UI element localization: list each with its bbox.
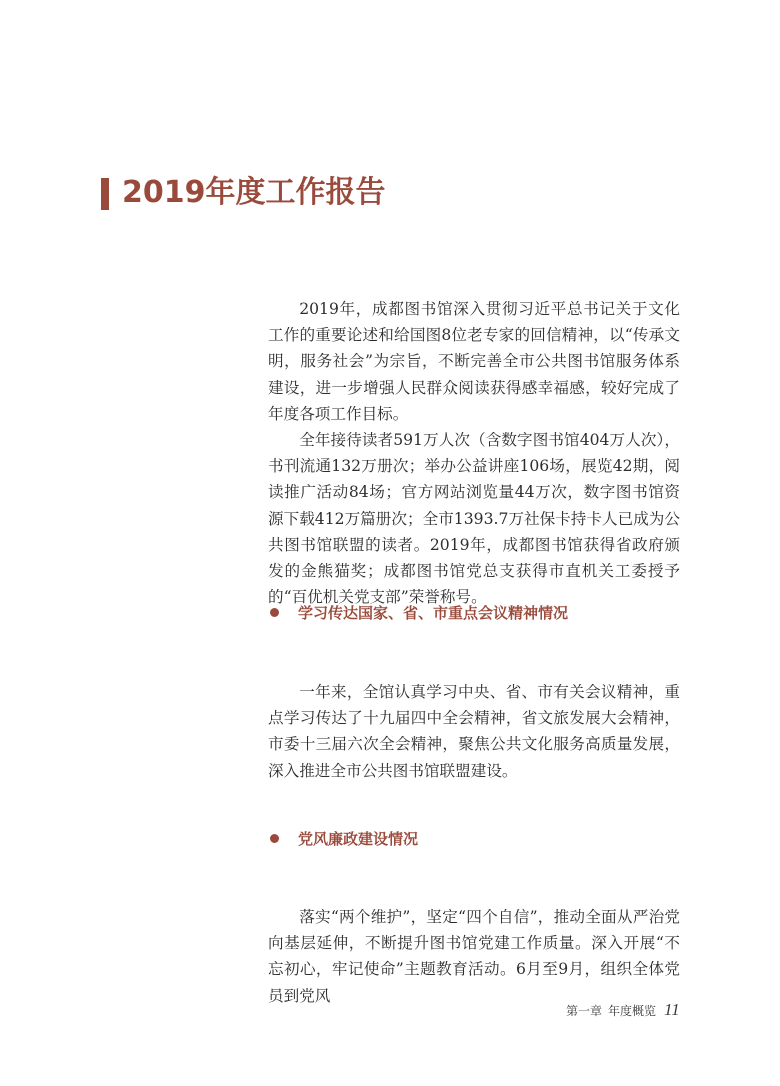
stats-paragraph: 全年接待读者591万人次（含数字图书馆404万人次），书刊流通132万册次；举办公益讲座106场，展览42期，阅读推广活动84场；官方网站浏览量44万次，数字图书馆资源下载412万篇册次；全市1393.7万社保卡持卡人已成为公共图书馆联盟的读者。2019年，成都图书馆获得省政府颁发的金熊猫奖；成都图书馆党总支获得市直机关工委授予的“百优机关党支部”荣誉称号。 [268,431,680,607]
section-heading-meetings [270,599,568,625]
bullet-icon [270,834,279,843]
page-number: 11 [664,1000,680,1019]
footer-section: 年度概览 [608,1004,657,1018]
section-paragraph: 一年来，全馆认真学习中央、省、市有关会议精神，重点学习传达了十九届四中全会精神，省文旅发展大会精神，市委十三届六次全会精神，聚焦公共文化服务高质量发展，深入推进全市公共图书馆联盟建设。 [268,683,680,780]
footer-chapter: 第一章 [566,1004,603,1018]
title-accent-bar [101,178,109,210]
bullet-icon [270,608,279,617]
intro-text [268,296,680,610]
intro-paragraph: 2019年，成都图书馆深入贯彻习近平总书记关于文化工作的重要论述和给国图8位老专家的回信精神，以“传承文明，服务社会”为宗旨，不断完善全市公共图书馆服务体系建设，进一步增强人民群众阅读获得感幸福感，较好完成了年度各项工作目标。 [268,300,680,423]
section-body-meetings [268,679,680,784]
section-title: 党风廉政建设情况 [298,829,419,848]
page-footer [566,1000,680,1020]
section-title: 学习传达国家、省、市重点会议精神情况 [298,603,569,622]
section-paragraph: 落实“两个维护”，坚定“四个自信”，推动全面从严治党向基层延伸，不断提升图书馆党建工作质量。深入开展“不忘初心，牢记使命”主题教育活动。6月至9月，组织全体党员到党风 [268,908,680,1005]
section-heading-integrity [270,825,418,851]
section-body-integrity [268,904,680,1009]
page-title: 2019年度工作报告 [122,175,386,210]
